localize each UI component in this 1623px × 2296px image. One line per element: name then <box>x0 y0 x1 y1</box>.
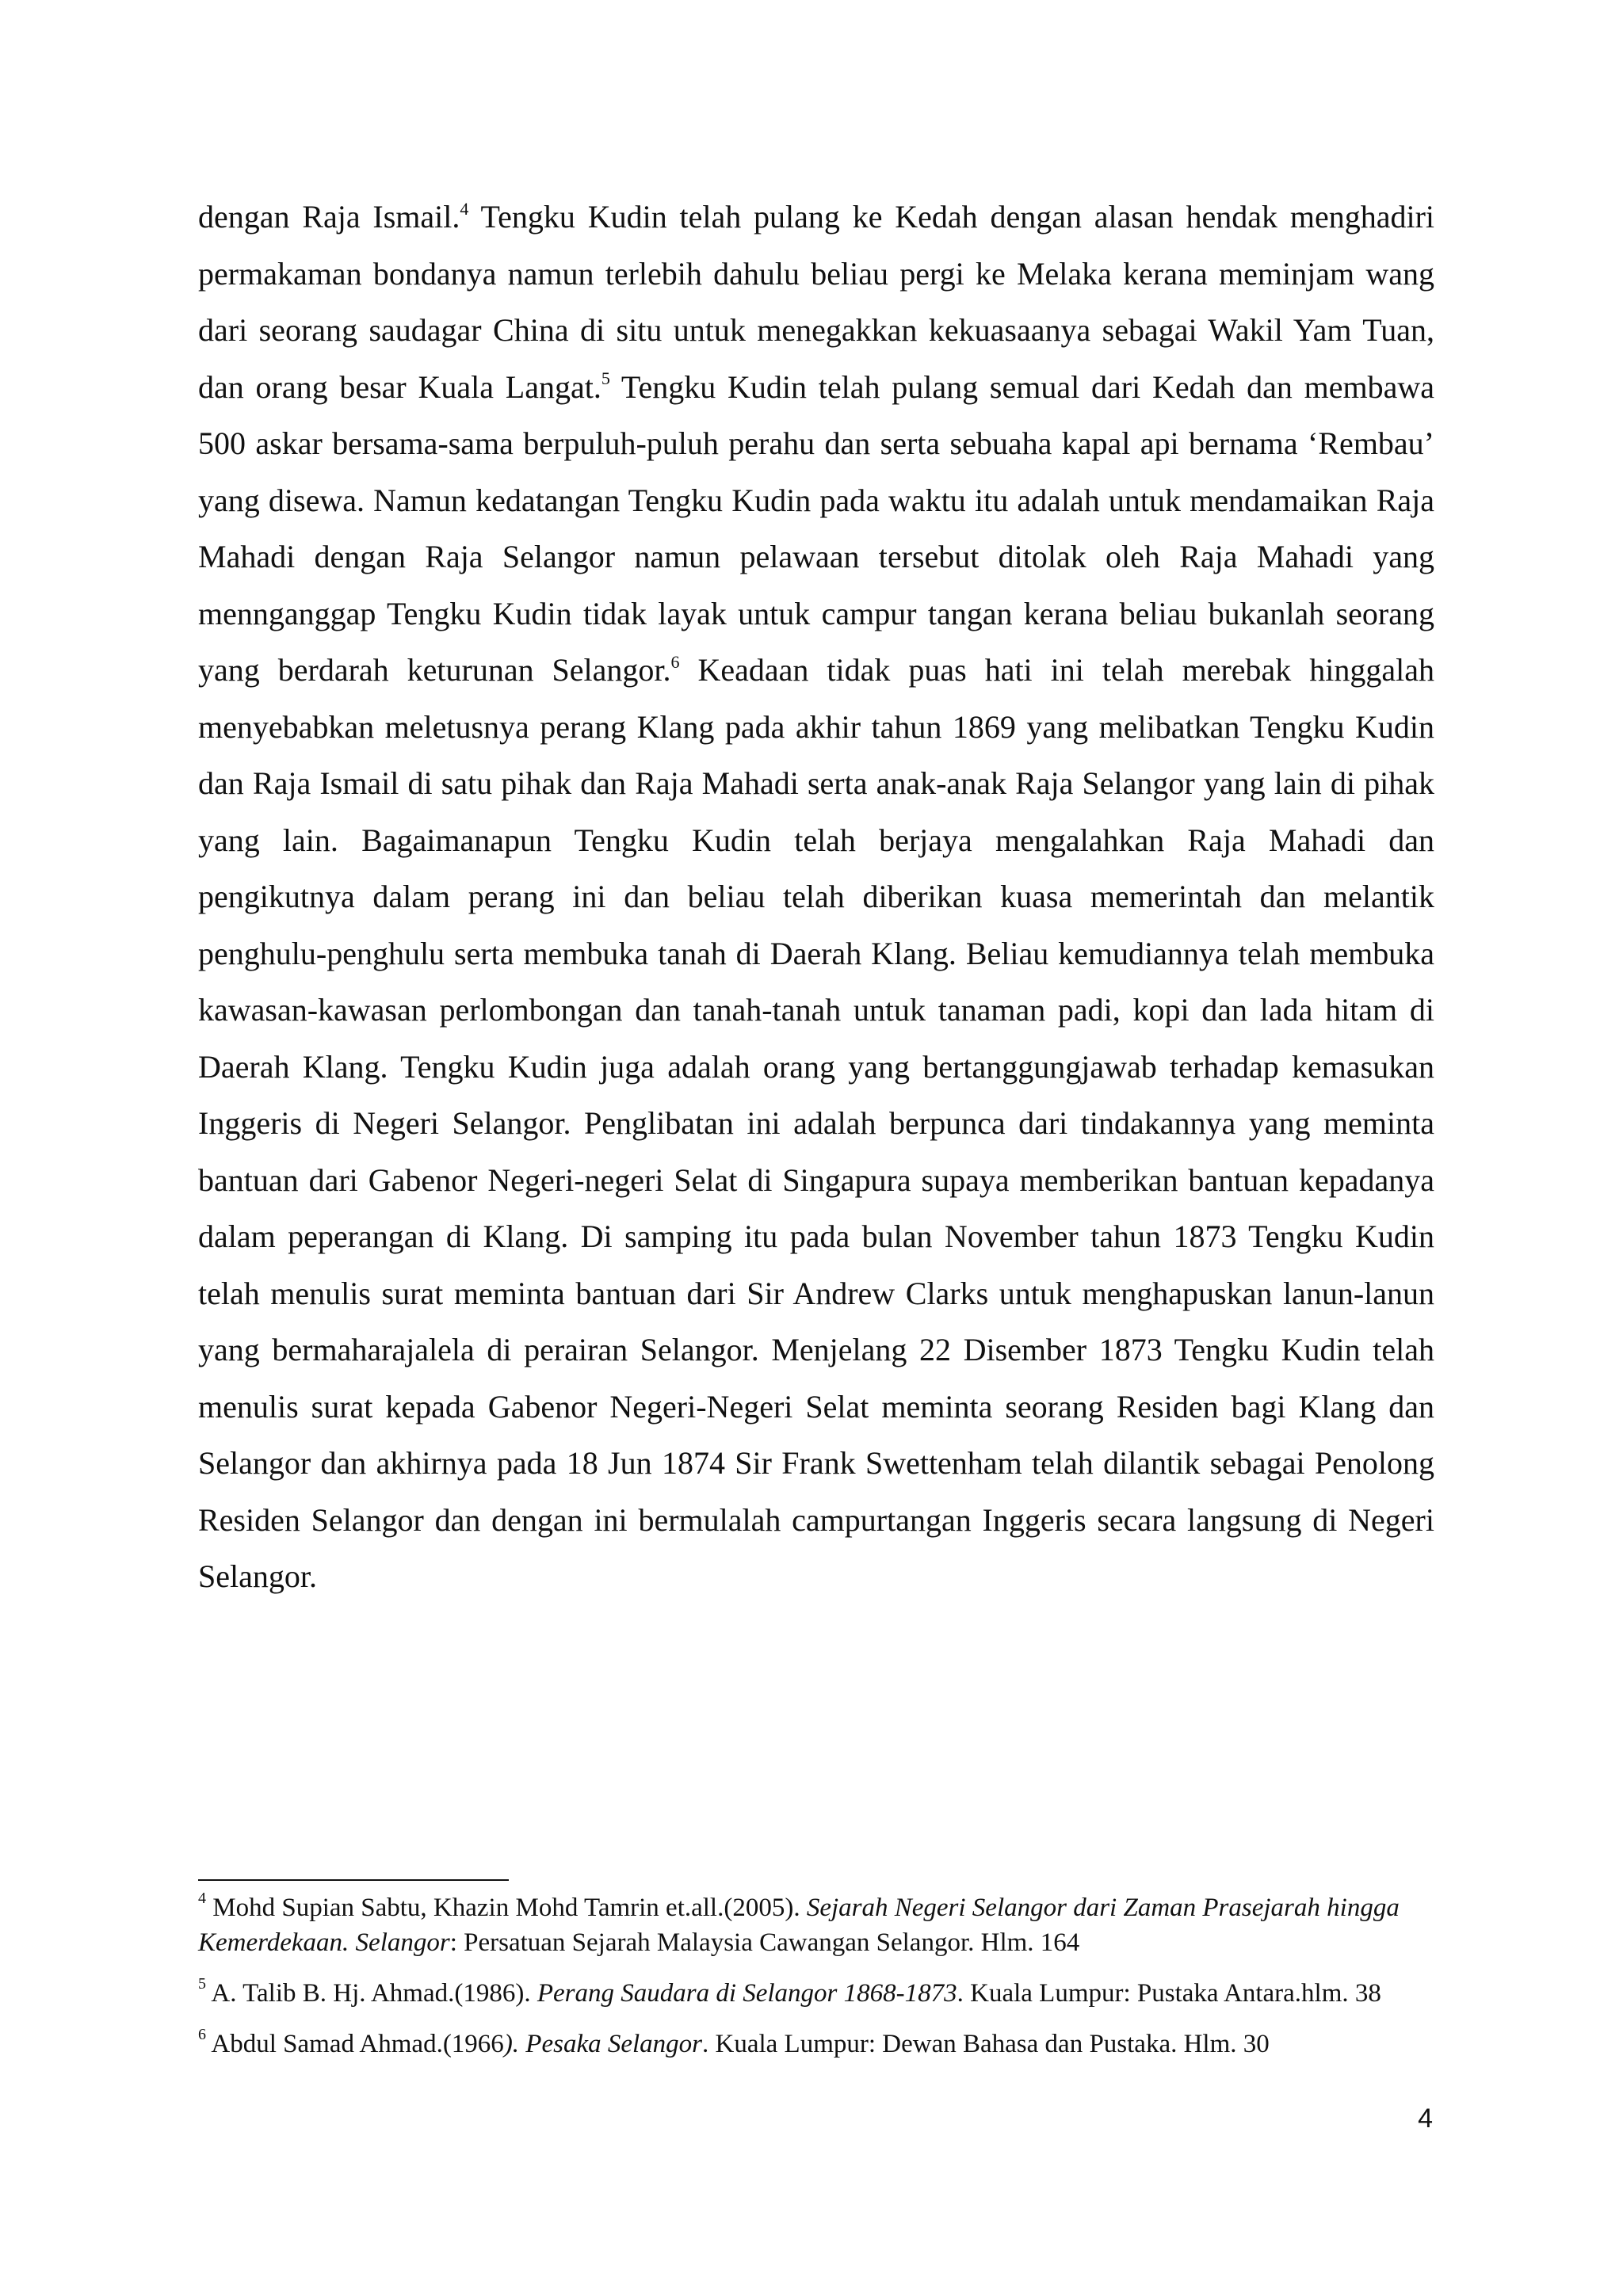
footnote-4 <box>198 1890 1434 1960</box>
footnote-number: 5 <box>198 1975 206 1993</box>
footnote-5 <box>198 1976 1434 2011</box>
footnote-separator <box>198 1879 509 1881</box>
body-text-run: Tengku Kudin telah pulang ke Kedah dengan alasan hendak menghadiri permakaman bondanya namun terlebih dahulu beliau pergi ke Melaka kerana meminjam wang dari seorang saudagar China di situ untuk menegakkan kekuasaanya sebagai Wakil Yam Tuan, dan orang besar Kuala Langat. <box>198 199 1434 405</box>
footnote-reference-4[interactable]: 4 <box>460 198 469 219</box>
body-paragraph <box>198 189 1434 1605</box>
footnote-number: 4 <box>198 1890 206 1907</box>
footnote-number: 6 <box>198 2026 206 2043</box>
footnote-text: . Kuala Lumpur: Pustaka Antara.hlm. 38 <box>957 1979 1381 2008</box>
footnote-title: ). Pesaka Selangor <box>503 2030 703 2058</box>
footnote-6 <box>198 2027 1434 2061</box>
footnote-text: Mohd Supian Sabtu, Khazin Mohd Tamrin et.all.(2005). <box>206 1894 807 1922</box>
body-text <box>198 189 1434 1605</box>
footnote-text: : Persatuan Sejarah Malaysia Cawangan Selangor. Hlm. 164 <box>449 1928 1080 1957</box>
page-number: 4 <box>1418 2103 1433 2134</box>
footnote-reference-6[interactable]: 6 <box>670 651 680 672</box>
footnote-title: Sejarah Negeri Selangor dari Zaman Prasejarah hingga Kemerdekaan. Selangor <box>198 1894 1400 1957</box>
footnote-text: A. Talib B. Hj. Ahmad.(1986). <box>206 1979 537 2008</box>
body-text-run: Tengku Kudin telah pulang semual dari Kedah dan membawa 500 askar bersama-sama berpuluh-puluh perahu dan serta sebuaha kapal api bernama ‘Rembau’ yang disewa. Namun kedatangan Tengku Kudin pada waktu itu adalah untuk mendamaikan Raja Mahadi dengan Raja Selangor namun pelawaan tersebut ditolak oleh Raja Mahadi yang mennganggap Tengku Kudin tidak layak untuk campur tangan kerana beliau bukanlah seorang yang berdarah keturunan Selangor. <box>198 368 1434 688</box>
footnotes <box>198 1890 1434 2077</box>
footnote-title: Perang Saudara di Selangor 1868-1873 <box>537 1979 957 2008</box>
footnote-text: . Kuala Lumpur: Dewan Bahasa dan Pustaka. Hlm. 30 <box>702 2030 1270 2058</box>
footnote-text: Abdul Samad Ahmad.(1966 <box>206 2030 504 2058</box>
body-text-run: Keadaan tidak puas hati ini telah merebak hinggalah menyebabkan meletusnya perang Klang pada akhir tahun 1869 yang melibatkan Tengku Kudin dan Raja Ismail di satu pihak dan Raja Mahadi serta anak-anak Raja Selangor yang lain di pihak yang lain. Bagaimanapun Tengku Kudin telah berjaya mengalahkan Raja Mahadi dan pengikutnya dalam perang ini dan beliau telah diberikan kuasa memerintah dan melantik penghulu-penghulu serta membuka tanah di Daerah Klang. Beliau kemudiannya telah membuka kawasan-kawasan perlombongan dan tanah-tanah untuk tanaman padi, kopi dan lada hitam di Daerah Klang. Tengku Kudin juga adalah orang yang bertanggungjawab terhadap kemasukan Inggeris di Negeri Selangor. Penglibatan ini adalah berpunca dari tindakannya yang meminta bantuan dari Gabenor Negeri-negeri Selat di Singapura supaya memberikan bantuan kepadanya dalam peperangan di Klang. Di samping itu pada bulan November tahun 1873 Tengku Kudin telah menulis surat meminta bantuan dari Sir Andrew Clarks untuk menghapuskan lanun-lanun yang bermaharajalela di perairan Selangor. Menjelang 22 Disember 1873 Tengku Kudin telah menulis surat kepada Gabenor Negeri-Negeri Selat meminta seorang Residen bagi Klang dan Selangor dan akhirnya pada 18 Jun 1874 Sir Frank Swettenham telah dilantik sebagai Penolong Residen Selangor dan dengan ini bermulalah campurtangan Inggeris secara langsung di Negeri Selangor. <box>198 652 1435 1594</box>
body-text-run: dengan Raja Ismail. <box>198 199 460 235</box>
footnote-reference-5[interactable]: 5 <box>601 368 610 389</box>
